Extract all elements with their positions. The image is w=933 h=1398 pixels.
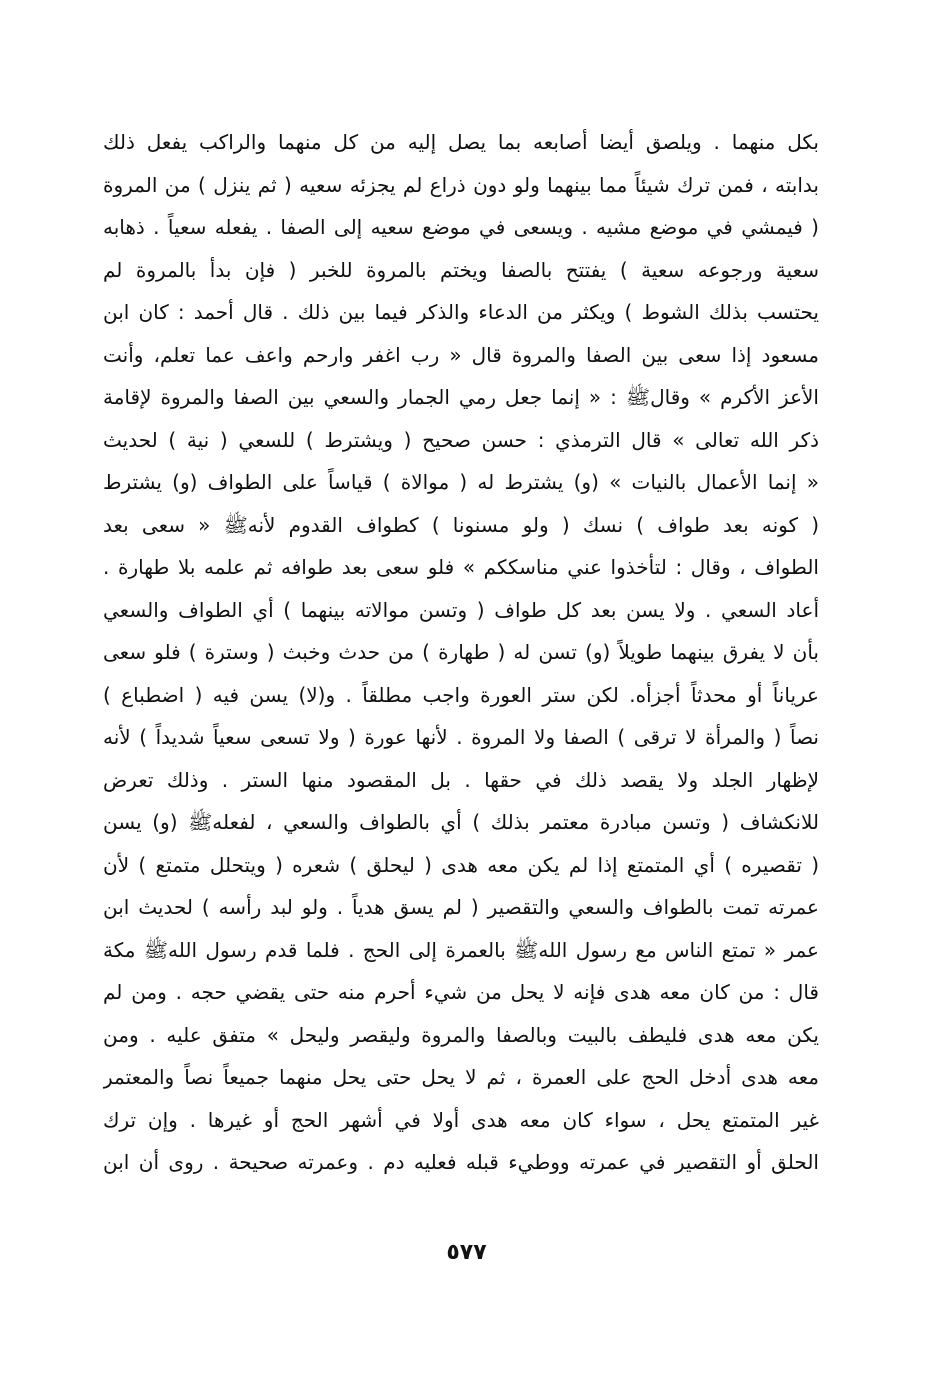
text-line: قال : من كان معه هدى فإنه لا يحل من شيء أحرم منه حتى يقضي حجه . ومن لم <box>103 980 819 1004</box>
text-line: أعاد السعي . ولا يسن بعد كل طواف ( وتسن موالاته بينهما ) أي الطواف والسعي <box>103 597 819 622</box>
text-line: عمرته تمت بالطواف والسعي والتقصير ( لم يسق هدياً . ولو لبد رأسه ) لحديث ابن <box>103 895 819 919</box>
text-line: « إنما الأعمال بالنيات » (و) يشترط له ( موالاة ) قياساً على الطواف (و) يشترط <box>103 470 819 494</box>
text-line: يكن معه هدى فليطف بالبيت وبالصفا والمروة وليقصر وليحل » متفق عليه . ومن <box>103 1022 819 1047</box>
text-line: ذكر الله تعالى » قال الترمذي : حسن صحيح ( ويشترط ) للسعي ( نية ) لحديث <box>103 427 819 452</box>
body-text <box>103 121 819 1184</box>
text-line: بأن لا يفرق بينهما طويلاً (و) تسن له ( طهارة ) من حدث وخبث ( وسترة ) فلو سعى <box>103 640 819 664</box>
text-line: لإظهار الجلد ولا يقصد ذلك في حقها . بل المقصود منها الستر . وذلك تعرض <box>103 767 819 792</box>
text-line: للانكشاف ( وتسن مبادرة معتمر بذلك ) أي بالطواف والسعي ، لفعلهﷺ (و) يسن <box>103 810 819 834</box>
page-number: ٥٧٧ <box>446 1240 487 1265</box>
text-line: ( فيمشي في موضع مشيه . ويسعى في موضع سعيه إلى الصفا . يفعله سعياً . ذهابه <box>103 215 819 239</box>
text-line: الحلق أو التقصير في عمرته ووطيء قبله فعليه دم . وعمرته صحيحة . روى أن ابن <box>103 1150 819 1174</box>
text-line: بدابته ، فمن ترك شيئاً مما بينهما ولو دون ذراع لم يجزئه سعيه ( ثم ينزل ) من المروة <box>103 172 819 197</box>
text-line: معه هدى أدخل الحج على العمرة ، ثم لا يحل حتى يحل منهما جميعاً نصاً والمعتمر <box>103 1065 819 1089</box>
text-line: الأعز الأكرم » وقالﷺ : « إنما جعل رمي الجمار والسعي بين الصفا والمروة لإقامة <box>103 385 819 409</box>
text-line: نصاً ( والمرأة لا ترقى ) الصفا ولا المروة . لأنها عورة ( ولا تسعى سعياً شديداً ) لأنه <box>103 725 819 749</box>
text-line: ( تقصيره ) أي المتمتع إذا لم يكن معه هدى ( ليحلق ) شعره ( ويتحلل متمتع ) لأن <box>103 852 819 877</box>
text-line: عمر « تمتع الناس مع رسول اللهﷺ بالعمرة إلى الحج . فلما قدم رسول اللهﷺ مكة <box>103 937 819 962</box>
text-line: بكل منهما . ويلصق أيضا أصابعه بما يصل إليه من كل منهما والراكب يفعل ذلك <box>103 130 819 154</box>
text-line: سعية ورجوعه سعية ) يفتتح بالصفا ويختم بالمروة للخبر ( فإن بدأ بالمروة لم <box>103 257 819 282</box>
text-line: ( كونه بعد طواف ) نسك ( ولو مسنونا ) كطواف القدوم لأنهﷺ « سعى بعد <box>103 512 819 537</box>
text-line: عرياناً أو محدثاً أجزأه. لكن ستر العورة واجب مطلقاً . و(لا) يسن فيه ( اضطباع ) <box>103 682 819 707</box>
text-line: مسعود إذا سعى بين الصفا والمروة قال « رب اغفر وارحم واعف عما تعلم، وأنت <box>103 342 819 367</box>
text-line: غير المتمتع يحل ، سواء كان معه هدى أولا في أشهر الحج أو غيرها . وإن ترك <box>103 1107 819 1132</box>
text-line: يحتسب بذلك الشوط ) ويكثر من الدعاء والذكر فيما بين ذلك . قال أحمد : كان ابن <box>103 300 819 324</box>
text-line: الطواف ، وقال : لتأخذوا عني مناسككم » فلو سعى بعد طوافه ثم علمه بلا طهارة . <box>103 555 819 579</box>
